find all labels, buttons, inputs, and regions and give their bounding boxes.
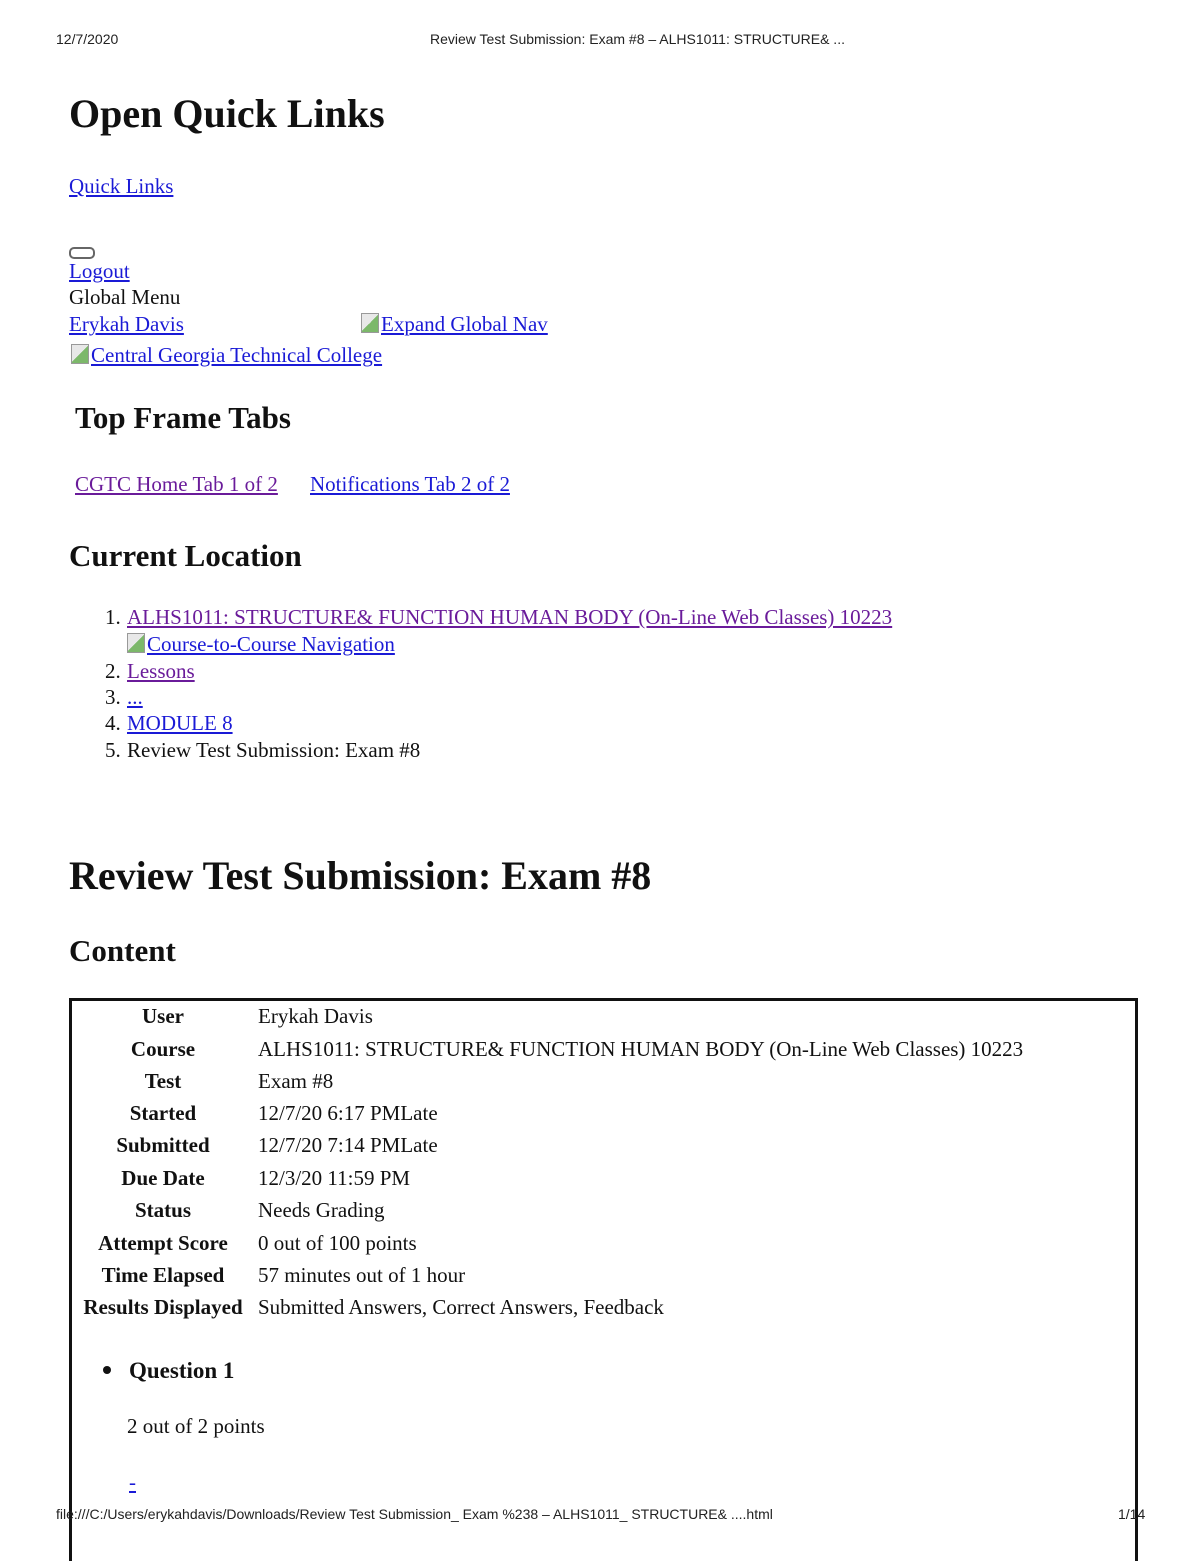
- breadcrumb-item-course: 1. ALHS1011: STRUCTURE& FUNCTION HUMAN BODY (On-Line Web Classes) 10223: [105, 605, 893, 629]
- row-value: 0 out of 100 points: [258, 1231, 417, 1255]
- college-logo-label: Central Georgia Technical College: [91, 343, 383, 367]
- tab-notifications[interactable]: Notifications Tab 2 of 2: [310, 472, 510, 496]
- row-label: Attempt Score: [98, 1231, 228, 1255]
- tab-cgtc-home[interactable]: CGTC Home Tab 1 of 2: [75, 472, 278, 496]
- breadcrumb-ellipsis-link[interactable]: ...: [127, 685, 143, 709]
- breadcrumb-item-lessons: 2. Lessons: [105, 659, 195, 683]
- quick-links-link[interactable]: Quick Links: [69, 174, 174, 198]
- row-label: Results Displayed: [83, 1295, 243, 1319]
- course-to-course-nav-link[interactable]: Course-to-Course Navigation: [127, 632, 395, 656]
- row-value: 12/3/20 11:59 PM: [258, 1166, 411, 1190]
- breadcrumb-course-link[interactable]: ALHS1011: STRUCTURE& FUNCTION HUMAN BODY (On-Line Web Classes) 10223: [127, 605, 893, 629]
- row-value: Submitted Answers, Correct Answers, Feedback: [258, 1295, 664, 1319]
- global-menu-label: Global Menu: [69, 285, 181, 309]
- expand-global-nav-link[interactable]: [361, 312, 548, 337]
- breadcrumb-item-current: 5. Review Test Submission: Exam #8: [105, 738, 421, 762]
- row-label: Time Elapsed: [101, 1263, 225, 1287]
- user-name-link[interactable]: Erykah Davis: [69, 312, 184, 336]
- logout-link[interactable]: Logout: [69, 259, 130, 283]
- current-location-heading: Current Location: [69, 538, 302, 573]
- print-page-number: 1/14: [1118, 1506, 1146, 1522]
- row-label: Due Date: [121, 1166, 205, 1190]
- row-value: Exam #8: [258, 1069, 334, 1093]
- print-file-path: file:///C:/Users/erykahdavis/Downloads/Review Test Submission_ Exam %238 – ALHS1011_ STRUCTURE& ....html: [56, 1506, 773, 1522]
- row-value: Needs Grading: [258, 1198, 385, 1222]
- breadcrumb-module-link[interactable]: MODULE 8: [127, 711, 233, 735]
- broken-image-icon: [127, 633, 145, 653]
- row-value: 57 minutes out of 1 hour: [258, 1263, 466, 1287]
- row-label: Submitted: [116, 1133, 210, 1157]
- breadcrumb-item-module: 4. MODULE 8: [105, 711, 233, 735]
- row-label: Started: [129, 1101, 197, 1125]
- row-label: Test: [144, 1069, 182, 1093]
- row-label: User: [142, 1004, 184, 1028]
- top-frame-tabs-heading: Top Frame Tabs: [75, 400, 291, 435]
- question-title-item: [103, 1358, 234, 1384]
- row-value: 12/7/20 6:17 PMLate: [258, 1101, 438, 1125]
- quick-links-heading: Open Quick Links: [69, 91, 385, 136]
- bullet-icon: [103, 1366, 111, 1374]
- breadcrumb-current-label: Review Test Submission: Exam #8: [127, 738, 421, 762]
- question-points: 2 out of 2 points: [127, 1414, 265, 1438]
- expand-global-nav-label: Expand Global Nav: [381, 312, 548, 336]
- page-title: Review Test Submission: Exam #8: [69, 853, 652, 898]
- breadcrumb-item-course-nav: [127, 632, 395, 657]
- content-heading: Content: [69, 933, 176, 968]
- broken-image-icon: [71, 344, 89, 364]
- college-logo-link[interactable]: [71, 343, 382, 368]
- breadcrumb-item-ellipsis: 3. ...: [105, 685, 143, 709]
- question-link[interactable]: -: [129, 1470, 136, 1494]
- row-value: Erykah Davis: [258, 1004, 373, 1028]
- print-date: 12/7/2020: [56, 31, 119, 47]
- print-header: [0, 31, 1200, 53]
- breadcrumb-lessons-link[interactable]: Lessons: [127, 659, 195, 683]
- print-title: Review Test Submission: Exam #8 – ALHS1011: STRUCTURE& ...: [430, 31, 845, 47]
- question-title: Question 1: [129, 1358, 235, 1383]
- row-label: Status: [134, 1198, 192, 1222]
- row-value: ALHS1011: STRUCTURE& FUNCTION HUMAN BODY (On-Line Web Classes) 10223: [258, 1037, 1024, 1061]
- toggle-button[interactable]: [69, 247, 95, 259]
- broken-image-icon: [361, 313, 379, 333]
- row-value: 12/7/20 7:14 PMLate: [258, 1133, 438, 1157]
- row-label: Course: [130, 1037, 196, 1061]
